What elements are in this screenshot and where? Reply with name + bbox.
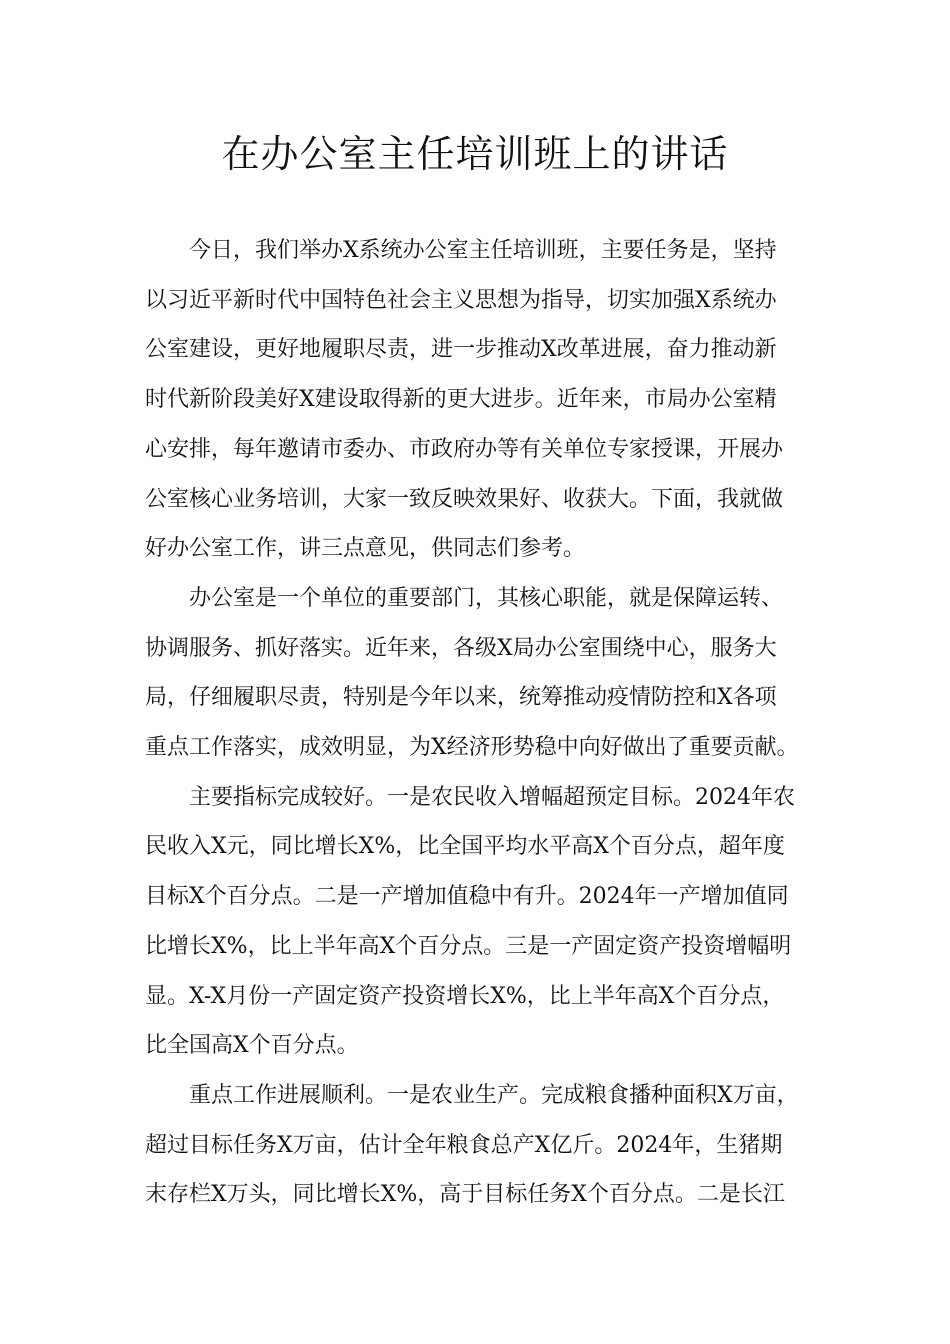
text-line: 主要指标完成较好。一是农民收入增幅超预定目标。2024年农 <box>189 784 795 810</box>
text-line: 超过目标任务X万亩，估计全年粮食总产X亿斤。2024年，生猪期 <box>145 1132 783 1158</box>
paragraph-3 <box>145 773 817 1071</box>
text-line: 协调服务、抓好落实。近年来，各级X局办公室围绕中心，服务大 <box>145 635 777 661</box>
text-line: 目标X个百分点。二是一产增加值稳中有升。2024年一产增加值同 <box>145 884 789 910</box>
text-line: 重点工作进展顺利。一是农业生产。完成粮食播种面积X万亩， <box>189 1082 799 1108</box>
document-title: 在办公室主任培训班上的讲话 <box>221 132 729 176</box>
text-line: 好办公室工作，讲三点意见，供同志们参考。 <box>145 536 586 562</box>
text-line: 民收入X元，同比增长X%，比全国平均水平高X个百分点，超年度 <box>145 834 785 860</box>
paragraph-2 <box>145 574 817 773</box>
text-line: 心安排，每年邀请市委办、市政府办等有关单位专家授课，开展办 <box>145 436 784 462</box>
paragraph-1 <box>145 226 817 574</box>
text-line: 末存栏X万头，同比增长X%，高于目标任务X个百分点。二是长江 <box>145 1182 785 1208</box>
text-line: 时代新阶段美好X建设取得新的更大进步。近年来，市局办公室精 <box>145 387 777 413</box>
text-line: 重点工作落实，成效明显，为X经济形势稳中向好做出了重要贡献。 <box>145 735 799 761</box>
document-body <box>145 226 817 1220</box>
text-line: 比全国高X个百分点。 <box>145 1033 359 1059</box>
text-line: 比增长X%，比上半年高X个百分点。三是一产固定资产投资增幅明 <box>145 933 792 959</box>
text-line: 公室核心业务培训，大家一致反映效果好、收获大。下面，我就做 <box>145 486 784 512</box>
text-line: 局，仔细履职尽责，特别是今年以来，统筹推动疫情防控和X各项 <box>145 685 777 711</box>
text-line: 显。X-X月份一产固定资产投资增长X%，比上半年高X个百分点， <box>145 983 785 1009</box>
text-line: 办公室是一个单位的重要部门，其核心职能，就是保障运转、 <box>189 585 784 611</box>
text-line: 公室建设，更好地履职尽责，进一步推动X改革进展，奋力推动新 <box>145 337 777 363</box>
text-line: 以习近平新时代中国特色社会主义思想为指导，切实加强X系统办 <box>145 287 777 313</box>
paragraph-4 <box>145 1071 817 1220</box>
text-line: 今日，我们举办X系统办公室主任培训班，主要任务是，坚持 <box>189 238 777 263</box>
